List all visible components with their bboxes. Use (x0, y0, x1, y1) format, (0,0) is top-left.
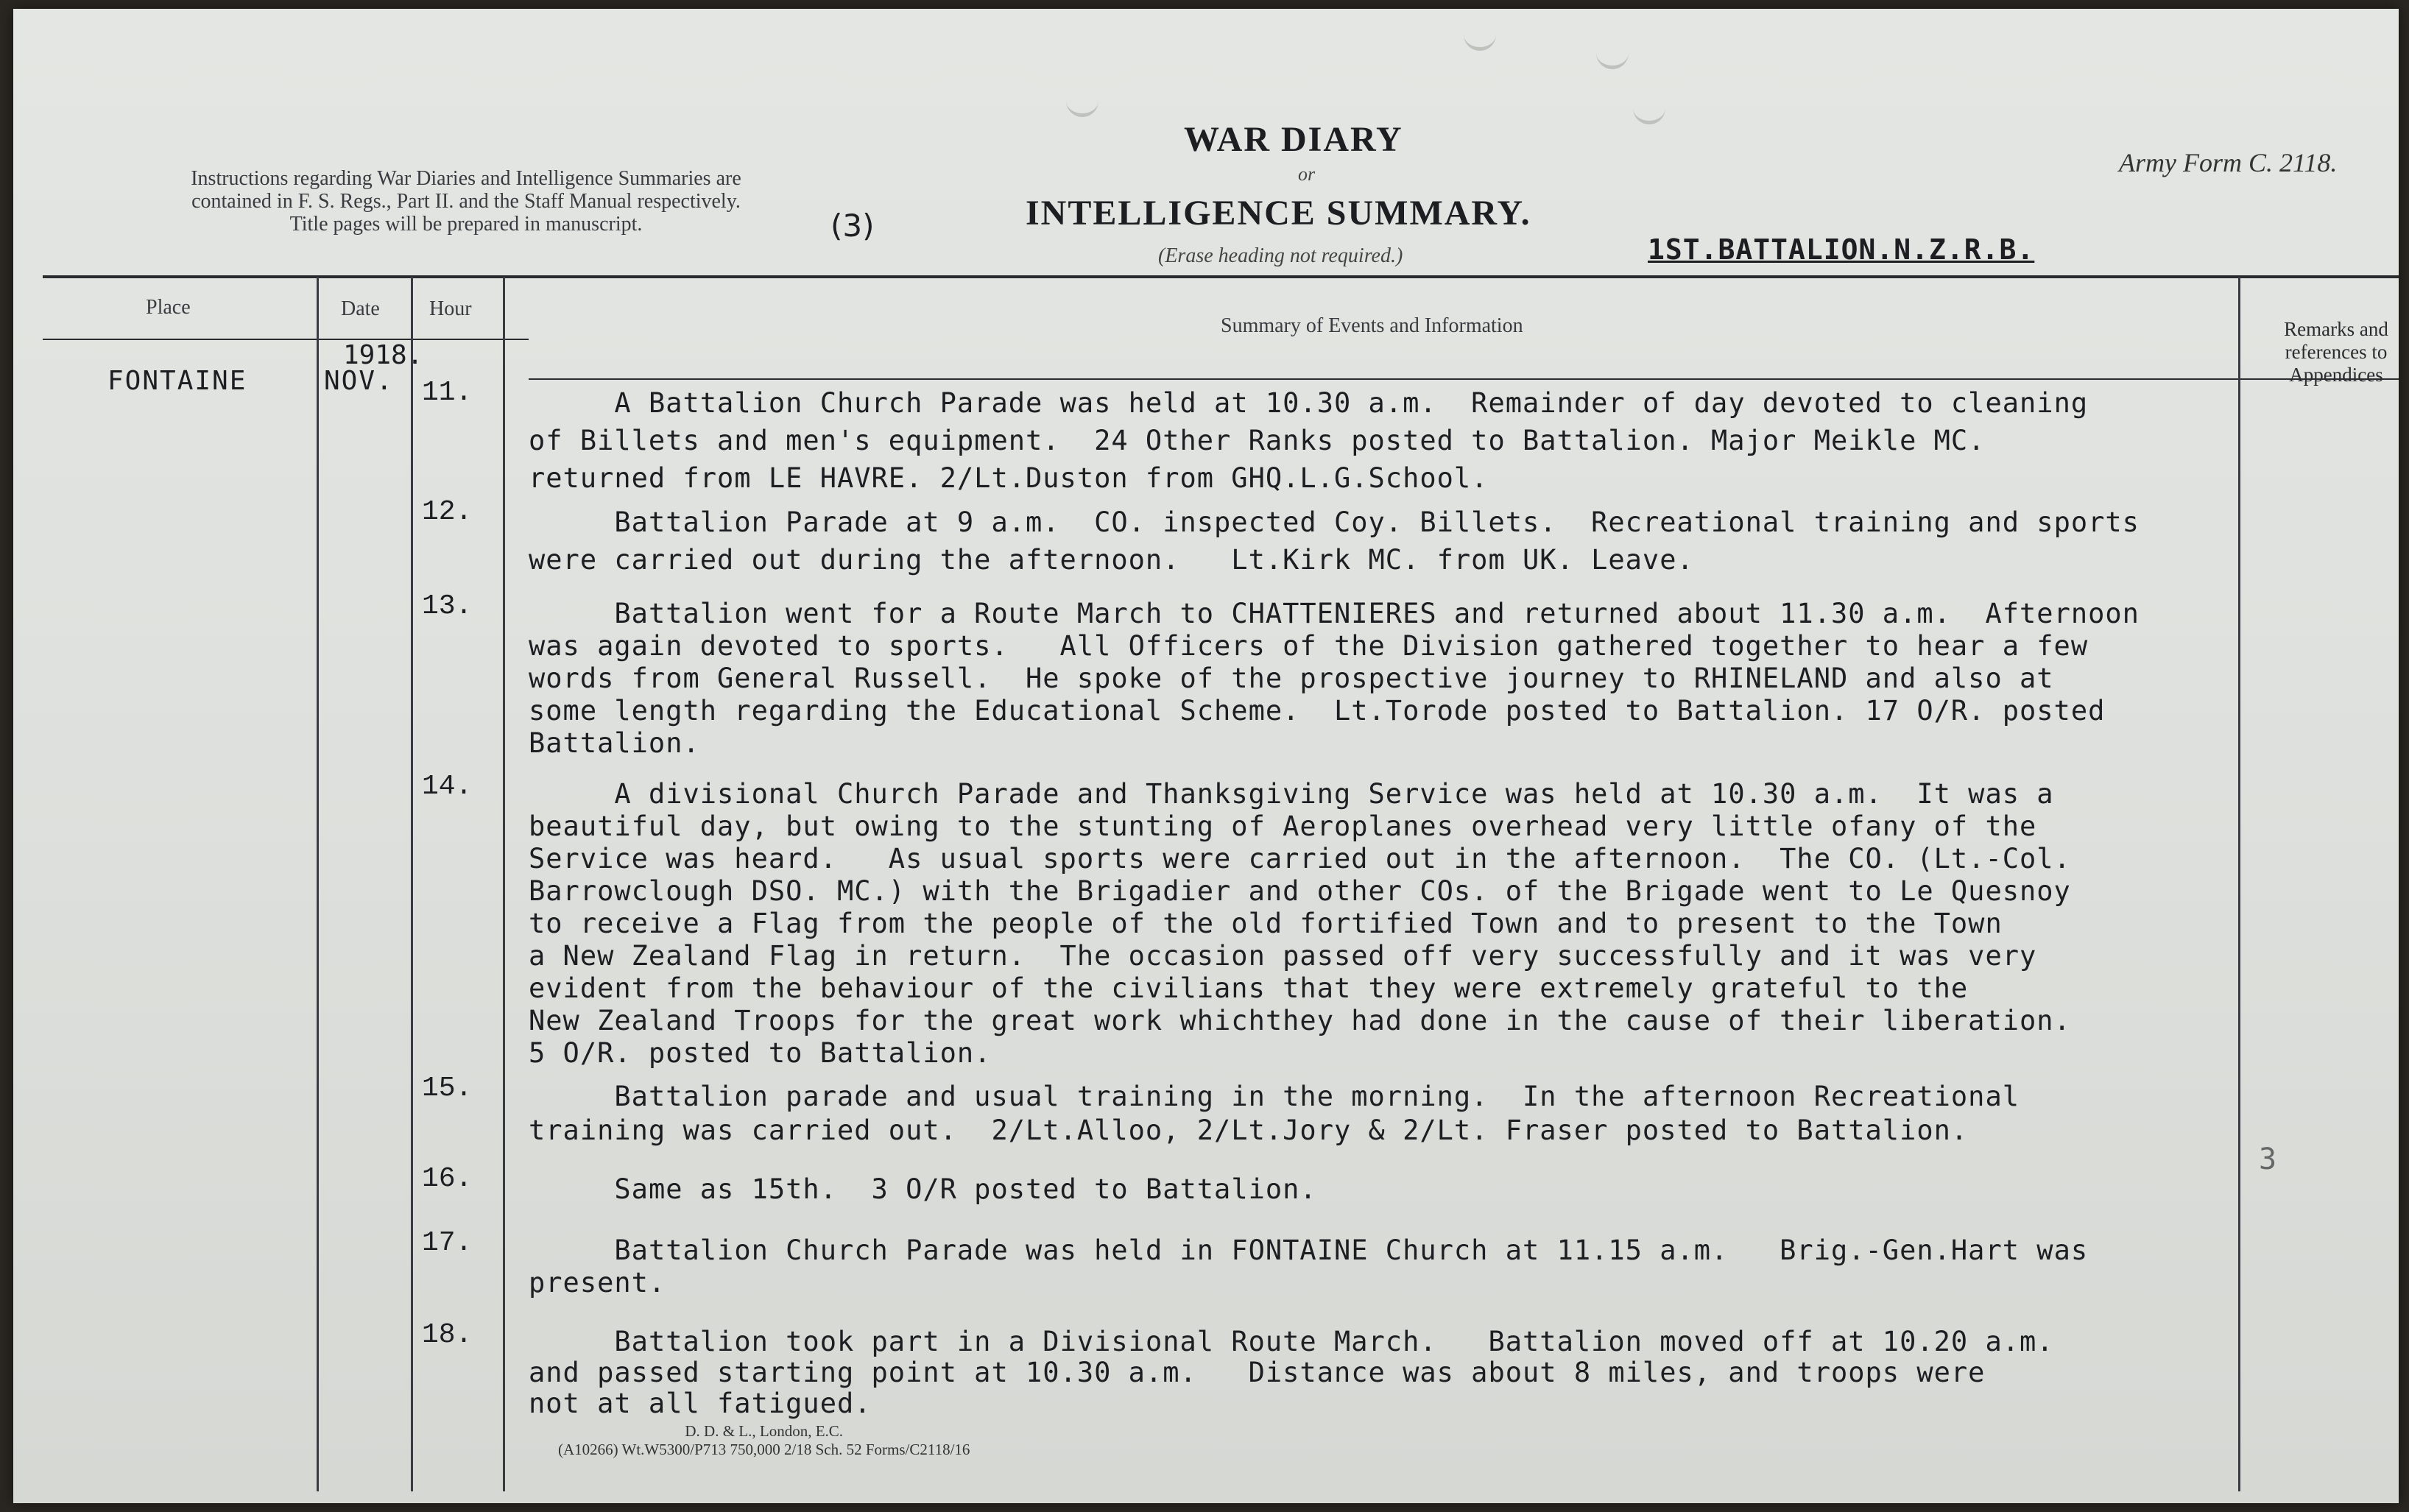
entry-11: A Battalion Church Parade was held at 10.30 a.m. Remainder of day devoted to cleaning of Billets and men's equipment. 24 Other Ranks posted to Battalion. Major Meikle MC. returned from LE HAVRE. 2/Lt.Duston from GHQ.L.G.School. (529, 387, 2089, 494)
entry-16: Same as 15th. 3 O/R posted to Battalion. (529, 1173, 1317, 1205)
day-14: 14. (422, 771, 473, 802)
title-or: or (1298, 163, 1316, 185)
column-header-date: Date (341, 297, 380, 320)
army-form-number: Army Form C. 2118. (2119, 148, 2338, 177)
punch-hole-center (1464, 31, 1496, 51)
instructions-note: Instructions regarding War Diaries and Intelligence Summaries are contained in F. S. Regs., Part II. and the Staff Manual respectively. Title pages will be prepared in manuscript. (191, 167, 741, 236)
title-war-diary: WAR DIARY (1184, 120, 1403, 159)
table-header-rule (43, 339, 529, 340)
punch-hole-far (1633, 105, 1665, 124)
remarks-mark: 3 (2259, 1142, 2277, 1176)
entry-18: Battalion took part in a Divisional Route March. Battalion moved off at 10.20 a.m. and passed starting point at 10.30 a.m. Distance was about 8 miles, and troops were not at all fatigued. (529, 1326, 2054, 1419)
day-15: 15. (422, 1073, 473, 1104)
day-18: 18. (422, 1319, 473, 1351)
printer-imprint (558, 1422, 970, 1459)
entry-15: Battalion parade and usual training in the morning. In the afternoon Recreational training was carried out. 2/Lt.Alloo, 2/Lt.Jory & 2/Lt. Fraser posted to Battalion. (529, 1081, 2020, 1146)
column-divider-place (317, 277, 319, 1491)
column-divider-date (411, 277, 413, 1491)
entry-14: A divisional Church Parade and Thanksgiving Service was held at 10.30 a.m. It was a beautiful day, but owing to the stunting of Aeroplanes overhead very little ofany of the Service was heard. As usual sports were carried out in the afternoon. The CO. (Lt.-Col. Barrowclough DSO. MC.) with the Brigadier and other COs. of the Brigade went to Le Quesnoy to receive a Flag from the people of the old fortified Town and to present to the Town a New Zealand Flag in return. The occasion passed off very successfully and it was very evident from the behaviour of the civilians that they were extremely grateful to the New Zealand Troops for the great work whichthey had done in the cause of their liberation. 5 O/R. posted to Battalion. (529, 778, 2071, 1069)
entry-17: Battalion Church Parade was held in FONTAINE Church at 11.15 a.m. Brig.-Gen.Hart was present. (529, 1234, 2089, 1299)
war-diary-sheet (13, 9, 2399, 1503)
column-header-summary: Summary of Events and Information (1221, 314, 1523, 337)
unit-name: 1ST.BATTALION.N.Z.R.B. (1648, 233, 2035, 266)
entry-13: Battalion went for a Route March to CHATTENIERES and returned about 11.30 a.m. Afternoon was again devoted to sports. All Officers of the Division gathered together to hear a few words from General Russell. He spoke of the prospective journey to RHINELAND and also at some length regarding the Educational Scheme. Lt.Torode posted to Battalion. 17 O/R. posted Battalion. (529, 598, 2140, 759)
entry-12: Battalion Parade at 9 a.m. CO. inspected Coy. Billets. Recreational training and sports were carried out during the afternoon. Lt.Kirk MC. from UK. Leave. (529, 506, 2140, 576)
column-header-hour: Hour (429, 297, 472, 320)
day-12: 12. (422, 496, 473, 528)
column-header-remarks: Remarks and references to Appendices (2284, 318, 2388, 386)
title-intelligence-summary: INTELLIGENCE SUMMARY. (1026, 194, 1531, 233)
place-entry: FONTAINE (107, 366, 247, 396)
table-header-rule-right (529, 378, 2399, 380)
page-number: (3) (830, 208, 875, 244)
table-top-rule (43, 275, 2399, 278)
day-13: 13. (422, 590, 473, 622)
day-17: 17. (422, 1227, 473, 1259)
day-11: 11. (422, 377, 473, 409)
year-entry: 1918. (343, 340, 423, 370)
printer-line-2: (A10266) Wt.W5300/P713 750,000 2/18 Sch. 52 Forms/C2118/16 (558, 1441, 970, 1458)
punch-hole-left (1066, 97, 1098, 117)
punch-hole-right (1596, 49, 1629, 69)
day-16: 16. (422, 1163, 473, 1195)
printer-line-1: D. D. & L., London, E.C. (685, 1422, 844, 1440)
month-entry: NOV. (324, 366, 394, 396)
erase-heading-note: (Erase heading not required.) (1158, 244, 1403, 267)
column-header-place: Place (146, 296, 191, 319)
column-divider-hour (503, 277, 505, 1491)
